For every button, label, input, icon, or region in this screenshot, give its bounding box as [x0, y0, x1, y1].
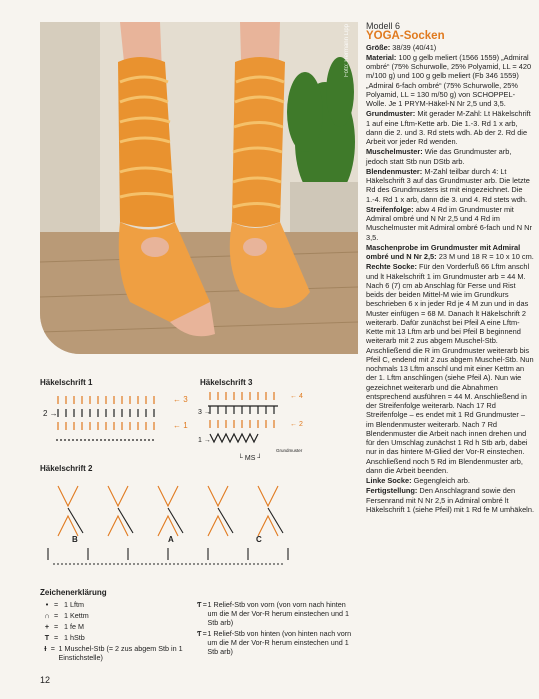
- chart-2-caption: Häkelschrift 2: [40, 464, 93, 473]
- legend-item: T = 1 hStb: [44, 633, 85, 642]
- legend-title: Zeichenerklärung: [40, 588, 107, 597]
- row-number-1: 1 →: [198, 437, 211, 444]
- right-sock-paragraph: Rechte Socke: Für den Vorderfuß 66 Lftm anschl und lt Häkelschrift 1 im Grundmuster arb = 44 M. Nach 6 (7) cm ab Anschlag für Ferse und Rist beids der beiden Mittel-M wie im Grundkurs beschrieben 6 x in jeder Rd je 4 M zun und in das Muster einfügen = 68 M. Danach lt Häkelschrift 2 weiterarb. Dafür zunächst bei Pfeil A eine Lftm-Kette mit 13 Lftm arb und bei Pfeil B beginnend weiterarb mit 2 zus abgem Muschel-Stb. Anschließend die R im Grundmuster weiterarb bis Pfeil C, endend mit 2 zus abgem Muschel-Stb. Nun nochmals 13 Lftm anschl und mit einer Kettm an der 1. Lftm anschlingen (siehe Pfeil A). Nun wie gezeichnet weiterarb und die Abnahmen entsprechend ausführen = 44 M. Anschließend in der Streifenfolge weiterarb. Nach 17 Rd Streifenfolge – es endet mit 1 Rd Grundmuster – im Blendenmuster weiterarb. Nach 7 Rd Blendenmuster die Arbeit nach innen drehen und für den Umschlag zunächst 1 Rd h Stb arb, dabei nur in das hintere M-Glied der Vor-R einstechen. Anschließend noch 5 Rd im Blendenmuster arb, dann die Arbeit beenden.: [366, 262, 534, 475]
- chart-3-caption: Häkelschrift 3: [200, 378, 253, 387]
- legend-item: Ƭ = 1 Relief-Stb von hinten (von hinten nach vorn um die M der Vor-R herum einstechen und 1 Stb arb): [197, 629, 352, 656]
- crochet-chart-2: [38, 476, 298, 576]
- gauge-paragraph: Maschenprobe im Grundmuster mit Admiral ombré und N Nr 2,5: 23 M und 18 R = 10 x 10 cm.: [366, 242, 534, 261]
- row-number-1: ← 1: [173, 421, 188, 430]
- finishing-paragraph: Fertigstellung: Den Anschlagrand sowie den Fersenrand mit N Nr 2,5 in Admiral ombré lt Häkelschrift 1 (siehe Pfeil) mit 1 Rd fe M umhäkeln.: [366, 486, 534, 514]
- row-number-4: ← 4: [290, 393, 303, 400]
- material-paragraph: Material: 100 g gelb meliert (1566 1559) „Admiral ombré“ (75% Schurwolle, 25% Polyamid, LL = 420 m/100 g) und 100 g gelb meliert (Fb 346 1559) „Admiral 6-fach ombré“ (75% Schurwolle, 25% Polyamid, LL = 130 m/50 g) von SCHOPPEL-Wolle. Je 1 PRYM-Häkel-N Nr 2,5 und 3,5.: [366, 52, 532, 108]
- shell-pattern-paragraph: Muschelmuster: Wie das Grundmuster arb, jedoch statt Stb nun DStb arb.: [366, 147, 512, 166]
- article-title: YOGA-Socken: [366, 30, 445, 43]
- model-number: Modell 6: [366, 21, 401, 31]
- yoga-socks-photo: [40, 22, 358, 354]
- legend-right: [196, 600, 356, 658]
- chart-1-caption: Häkelschrift 1: [40, 378, 93, 387]
- page-number: 12: [40, 675, 51, 685]
- panel-pattern-paragraph: Blendenmuster: M-Zahl teilbar durch 4: Lt Häkelschrift 3 auf das Grundmuster arb. Die letzte Rd des Grundmusters ist mit eingezeichnet. Die 1.-4. Rd 1 x arb, dann die 3. und 4. Rd stets wdh.: [366, 166, 530, 204]
- legend-item: + = 1 fe M: [44, 622, 84, 631]
- legend-item: Ɨ = 1 Muschel-Stb (= 2 zus abgem Stb in 1 Einstichstelle): [44, 644, 183, 662]
- arrow-c: C: [256, 535, 262, 544]
- crochet-chart-3: [198, 388, 318, 464]
- pattern-repeat-label: └ MS ┘: [238, 455, 263, 462]
- row-number-2: ← 2: [290, 421, 303, 428]
- stripe-sequence-paragraph: Streifenfolge: abw 4 Rd im Grundmuster mit Admiral ombré und N Nr 2,5 und 4 Rd im Muschelmuster mit Admiral ombré 6-fach und N Nr 3,5.: [366, 204, 532, 242]
- arrow-b: B: [72, 535, 78, 544]
- size-paragraph: Größe: 38/39 (40/41): [366, 42, 437, 52]
- pattern-instructions: [366, 22, 534, 515]
- crochet-chart-1: [38, 390, 188, 450]
- legend-item: • = 1 Lftm: [45, 600, 84, 609]
- row-number-2: 2 →: [43, 409, 58, 418]
- row-number-3: 3 →: [198, 409, 211, 416]
- legend-item: Ƭ = 1 Relief-Stb von vorn (von vorn nach hinten um die M der Vor-R herum einstechen und 1 Stb arb): [197, 600, 349, 627]
- legend-item: ∩ = 1 Kettm: [44, 611, 89, 620]
- basic-pattern-label: Grundmuster: [276, 448, 303, 453]
- photo-credit: Foto: Hermann Lipp: [344, 24, 350, 78]
- legend-left: [40, 600, 190, 664]
- row-number-3: ← 3: [173, 395, 188, 404]
- basic-pattern-paragraph: Grundmuster: Mit gerader M-Zahl: Lt Häkelschrift 1 auf eine Lftm-Kette arb. Die 1.-3. Rd 1 x arb, dann die 2. und 3. Rd stets wdh. Ab der 2. Rd die Arbeit vor jeder Rd wenden.: [366, 109, 531, 146]
- arrow-a: A: [168, 535, 174, 544]
- left-sock-paragraph: Linke Socke: Gegengleich arb.: [366, 476, 470, 485]
